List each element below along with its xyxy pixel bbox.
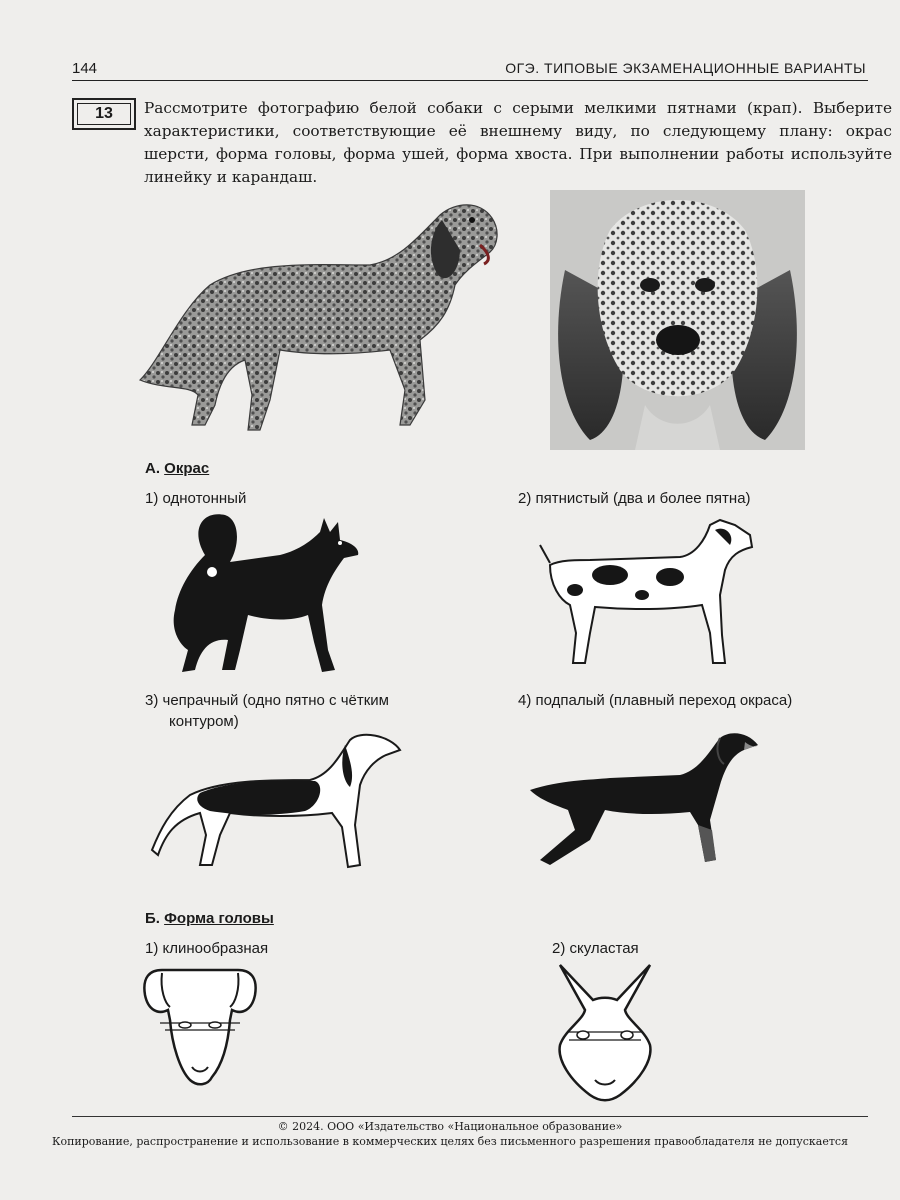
section-a-title: Окрас	[164, 460, 210, 477]
coat-option-1-label: 1) однотонный	[145, 490, 247, 507]
task-number: 13	[95, 105, 113, 122]
dog-tan-points-illustration	[520, 720, 760, 880]
head-cheeky-illustration	[545, 960, 665, 1105]
header-rule	[72, 80, 868, 81]
section-b-letter: Б.	[145, 910, 160, 927]
section-a-heading	[145, 460, 209, 477]
coat-option-4-label: 4) подпалый (плавный переход окраса)	[518, 692, 793, 709]
head-option-2-label: 2) скуластая	[552, 940, 639, 957]
page-number: 144	[72, 60, 98, 77]
footer-rule	[72, 1116, 868, 1117]
photo-dog-full-body	[120, 190, 520, 440]
section-b-title: Форма головы	[164, 910, 274, 927]
dog-solid-color-illustration	[140, 510, 370, 685]
running-title: ОГЭ. ТИПОВЫЕ ЭКЗАМЕНАЦИОННЫЕ ВАРИАНТЫ	[505, 60, 866, 76]
coat-option-3-line1: 3) чепрачный (одно пятно с чётким	[145, 692, 389, 709]
section-a-letter: А.	[145, 460, 160, 477]
dog-spotted-illustration	[530, 515, 760, 675]
dog-saddle-illustration	[150, 725, 405, 875]
task-instructions: Рассмотрите фотографию белой собаки с серыми мелкими пятнами (крап). Выберите характеристики, соответствующие её внешнему виду, по следующему плану: окрас шерсти, форма головы, форма ушей, форма хвоста. При выполнении работы используйте линейку и карандаш.	[144, 99, 892, 186]
coat-option-3-line2: контуром)	[169, 713, 239, 730]
head-wedge-illustration	[140, 965, 260, 1090]
footer-legal-notice: Копирование, распространение и использование в коммерческих целях без письменного разрешения правообладателя не допускается	[51, 1135, 849, 1148]
coat-option-2-label: 2) пятнистый (два и более пятна)	[518, 490, 751, 507]
footer-copyright: © 2024. ООО «Издательство «Национальное образование»	[277, 1120, 623, 1133]
section-b-heading	[145, 910, 274, 927]
head-option-1-label: 1) клинообразная	[145, 940, 269, 957]
photo-dog-head	[550, 190, 805, 450]
task-number-box	[72, 98, 136, 130]
